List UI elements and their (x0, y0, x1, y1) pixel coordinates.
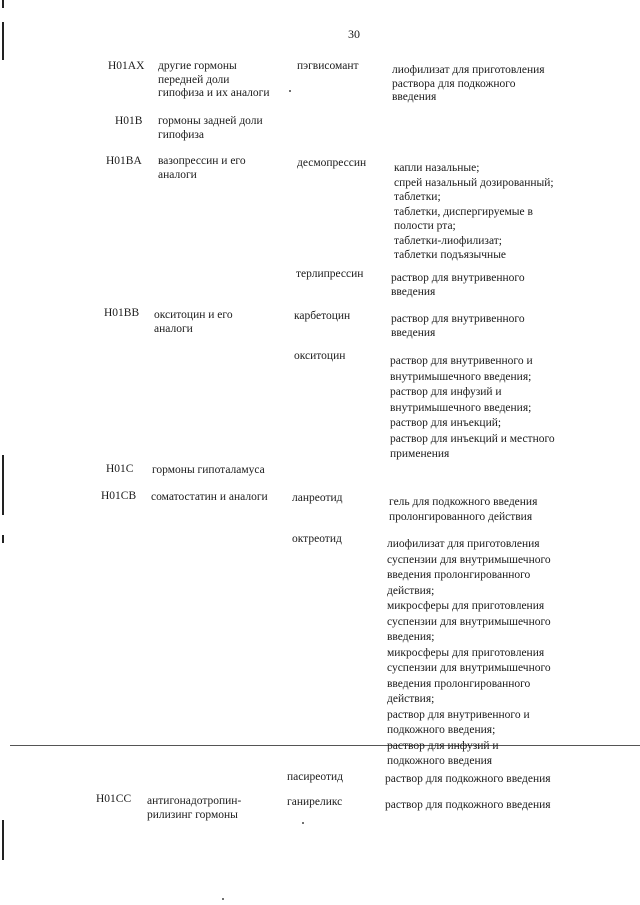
atc-group: гормоны задней доли гипофиза (158, 115, 263, 141)
atc-code: H01C (106, 463, 134, 475)
drug-name: пасиреотид (287, 771, 344, 783)
dosage-forms: лиофилизат для приготовления суспензии для внутримышечного введения пролонгированного действия; микросферы для приготовления суспензии для внутримышечного введения; микросферы для приготовления суспензии для внутримышечного введения пролонгированного действия; раствор для внутривенного и подкожного введения; раствор для инфузий и подкожного введения (387, 538, 551, 767)
dosage-forms: гель для подкожного введения пролонгированного действия (389, 496, 538, 523)
dosage-forms: капли назальные; спрей назальный дозированный; таблетки; таблетки, диспергируемые в полости рта; таблетки-лиофилизат; таблетки подъязычные (394, 162, 554, 261)
dosage-forms: раствор для подкожного введения (385, 773, 551, 785)
atc-group: соматостатин и аналоги (151, 491, 268, 503)
dosage-forms: раствор для внутривенного введения (391, 272, 525, 298)
atc-code: H01B (115, 115, 143, 127)
atc-group: окситоцин и его аналоги (154, 309, 233, 335)
atc-group: вазопрессин и его аналоги (158, 155, 246, 181)
scan-speck (302, 822, 304, 824)
drug-name: карбетоцин (294, 310, 351, 322)
atc-code: H01CC (96, 793, 132, 805)
drug-name: ланреотид (292, 492, 343, 504)
scan-edge-mark (2, 535, 4, 543)
dosage-forms: раствор для подкожного введения (385, 799, 551, 811)
atc-code: H01AX (108, 60, 145, 72)
scan-edge-mark (2, 455, 4, 515)
scan-speck (289, 90, 291, 92)
drug-name: терлипрессин (296, 268, 364, 280)
atc-code: H01BA (106, 155, 142, 167)
scan-edge-mark (2, 0, 4, 8)
atc-group: гормоны гипоталамуса (152, 464, 265, 476)
atc-group: антигонадотропин- рилизинг гормоны (147, 795, 242, 821)
atc-code: H01CB (101, 490, 137, 502)
drug-name: десмопрессин (297, 157, 367, 169)
dosage-forms: раствор для внутривенного и внутримышечного введения; раствор для инфузий и внутримышечного введения; раствор для инъекций; раствор для инъекций и местного применения (390, 355, 555, 460)
drug-name: окситоцин (294, 350, 346, 362)
page-number: 30 (348, 27, 360, 41)
atc-code: H01BB (104, 307, 140, 319)
drug-name: октреотид (292, 533, 342, 545)
atc-group: другие гормоны передней доли гипофиза и их аналоги (158, 60, 270, 99)
drug-name: пэгвисомант (297, 60, 359, 72)
drug-name: ганиреликс (287, 796, 343, 808)
dosage-forms: лиофилизат для приготовления раствора для подкожного введения (392, 64, 545, 103)
dosage-forms: раствор для внутривенного введения (391, 313, 525, 339)
scan-edge-mark (2, 22, 4, 60)
scan-speck (222, 898, 224, 900)
scan-edge-mark (2, 820, 4, 860)
